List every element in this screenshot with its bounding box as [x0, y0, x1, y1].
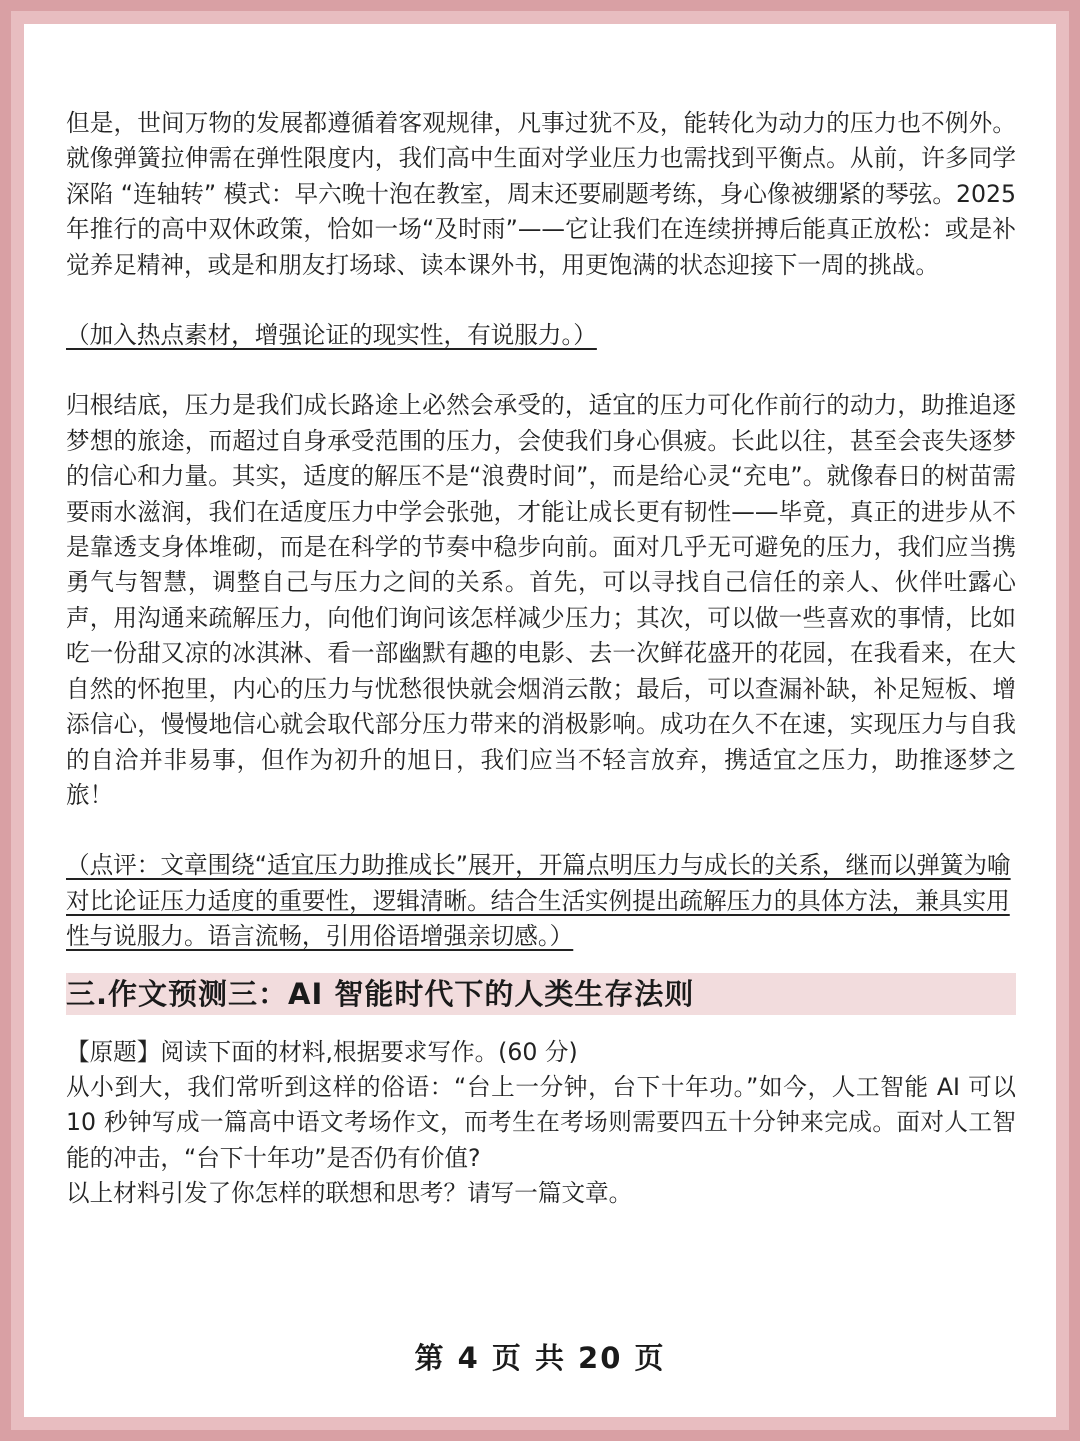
page-number: 第 4 页 共 20 页	[414, 1341, 666, 1375]
document-body	[66, 106, 1024, 1212]
commentary-note: （点评：文章围绕“适宜压力助推成长”展开，开篇点明压力与成长的关系，继而以弹簧为喻对比论证压力适度的重要性，逻辑清晰。结合生活实例提出疏解压力的具体方法，兼具实用性与说服力。语言流畅，引用俗语增强亲切感。）	[66, 851, 1011, 951]
paragraph-conclusion: 归根结底，压力是我们成长路途上必然会承受的，适宜的压力可化作前行的动力，助推追逐梦想的旅途，而超过自身承受范围的压力，会使我们身心俱疲。长此以往，甚至会丧失逐梦的信心和力量。其实，适度的解压不是“浪费时间”，而是给心灵“充电”。就像春日的树苗需要雨水滋润，我们在适度压力中学会张弛，才能让成长更有韧性——毕竟，真正的进步从不是靠透支身体堆砌，而是在科学的节奏中稳步向前。面对几乎无可避免的压力，我们应当携勇气与智慧，调整自己与压力之间的关系。首先，可以寻找自己信任的亲人、伙伴吐露心声，用沟通来疏解压力，向他们询问该怎样减少压力；其次，可以做一些喜欢的事情，比如吃一份甜又凉的冰淇淋、看一部幽默有趣的电影、去一次鲜花盛开的花园，在我看来，在大自然的怀抱里，内心的压力与忧愁很快就会烟消云散；最后，可以查漏补缺，补足短板、增添信心，慢慢地信心就会取代部分压力带来的消极影响。成功在久不在速，实现压力与自我的自洽并非易事，但作为初升的旭日，我们应当不轻言放弃，携适宜之压力，助推逐梦之旅！	[66, 391, 1016, 809]
prompt-question: 以上材料引发了你怎样的联想和思考？请写一篇文章。	[66, 1179, 633, 1208]
section-heading: 三.作文预测三：AI 智能时代下的人类生存法则	[66, 973, 1016, 1015]
paragraph-balance: 但是，世间万物的发展都遵循着客观规律，凡事过犹不及，能转化为动力的压力也不例外。就像弹簧拉伸需在弹性限度内，我们高中生面对学业压力也需找到平衡点。从前，许多同学深陷 “连轴转” 模式：早六晚十泡在教室，周末还要刷题考练，身心像被绷紧的琴弦。2025 年推行的高中双休政策，恰如一场“及时雨”——它让我们在连续拼搏后能真正放松：或是补觉养足精神，或是和朋友打场球、读本课外书，用更饱满的状态迎接下一周的挑战。	[66, 109, 1024, 279]
document-page	[24, 24, 1056, 1417]
annotation-note: （加入热点素材，增强论证的现实性，有说服力。）	[66, 321, 597, 350]
prompt-title: 【原题】阅读下面的材料,根据要求写作。(60 分)	[66, 1037, 578, 1066]
prompt-material: 从小到大，我们常听到这样的俗语：“台上一分钟，台下十年功。”如今，人工智能 AI 可以 10 秒钟写成一篇高中语文考场作文，而考生在考场则需要四五十分钟来完成。面对人工智能的冲击，“台下十年功”是否仍有价值?	[66, 1072, 1024, 1172]
